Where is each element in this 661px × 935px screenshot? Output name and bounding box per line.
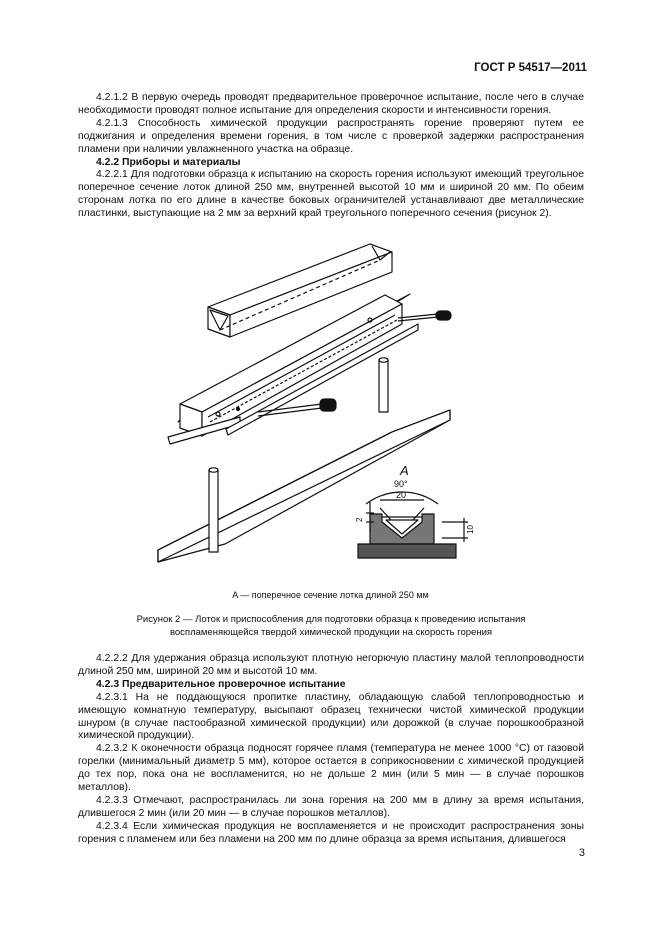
- paragraph-4-2-3-4: 4.2.3.4 Если химическая продукция не воспламеняется и не происходит распространения зоны горения с пламенем или без пламени на 200 мм по длине образца за время испытания, длившегося: [78, 820, 584, 845]
- text-block-top: [78, 92, 584, 221]
- section-a-detail: [358, 492, 468, 558]
- guide-rod-back: [379, 358, 388, 412]
- paragraph-4-2-1-3: 4.2.1.3 Способность химической продукции распространять горение проверяют путем ее поджигания и определения времени горения, в том числе с проверкой задержки распространения пламени при наличии увлажненного участка на образце.: [78, 117, 584, 155]
- document-code: ГОСТ Р 54517—2011: [474, 62, 587, 74]
- figure-2-apparatus: [130, 232, 530, 587]
- page-number: 3: [578, 847, 585, 859]
- label-angle: 90°: [394, 479, 408, 489]
- caption-line-2: воспламеняющейся твердой химической продукции на скорость горения: [169, 626, 493, 638]
- label-section-a: A: [400, 463, 409, 478]
- label-height-10: 10: [466, 525, 475, 534]
- pin-upper: [398, 311, 451, 321]
- paragraph-4-2-2-2: 4.2.2.2 Для удержания образца используют плотную негорючую пластину малой теплопроводности длиной 250 мм, шириной 20 мм и высотой 10 мм.: [78, 653, 584, 677]
- paragraph-4-2-3-2: 4.2.3.2 К оконечности образца подносят горячее пламя (температура не менее 1000 °C) от газовой горелки (минимальный диаметр 5 мм), которое остается в соприкосновении с химической продукцией до тех пор, пока она не воспламенится, но не дольше 2 мин (или 5 мин — в случае порошков металлов).: [78, 743, 584, 794]
- figure-legend: A — поперечное сечение лотка длиной 250 мм: [232, 590, 429, 600]
- guide-rod-front: [209, 468, 218, 552]
- label-lip-2: 2: [355, 517, 364, 522]
- paragraph-4-2-1-2: 4.2.1.2 В первую очередь проводят предварительное проверочное испытание, после чего в случае необходимости проводят полное испытание для определения скорости и интенсивности горения.: [78, 92, 584, 116]
- paragraph-4-2-3-3: 4.2.3.3 Отмечают, распространилась ли зона горения на 200 мм в длину за время испытания, длившегося 2 мин (или 20 мин — в случае порошков металлов).: [78, 794, 584, 819]
- label-width-20: 20: [396, 490, 407, 500]
- caption-line-1: Рисунок 2 — Лоток и приспособления для подготовки образца к проведению испытания: [136, 614, 526, 625]
- paragraph-4-2-2-1: 4.2.2.1 Для подготовки образца к испытанию на скорость горения используют имеющий треугольное поперечное сечение лоток длиной 250 мм, внутренней высотой 10 мм и шириной 20 мм. По обеим сторонам лотка по его длине в качестве боковых ограничителей устанавливают две металлические пластинки, выступающие на 2 мм за верхний край треугольного поперечного сечения (рисунок 2).: [78, 169, 584, 220]
- heading-4-2-2: 4.2.2 Приборы и материалы: [96, 156, 241, 168]
- paragraph-4-2-3-1: 4.2.3.1 На не поддающуюся пропитке пластину, обладающую слабой теплопроводностью и имеющую комнатную температуру, высыпают образец технически чистой химической продукции шнуром (в случае пастообразной химической продукции) или дорожкой (в случае порошкообразной химической продукции).: [78, 691, 584, 742]
- heading-4-2-3: 4.2.3 Предварительное проверочное испытание: [96, 678, 346, 690]
- text-block-bottom: [78, 653, 584, 847]
- figure-caption: [78, 614, 584, 639]
